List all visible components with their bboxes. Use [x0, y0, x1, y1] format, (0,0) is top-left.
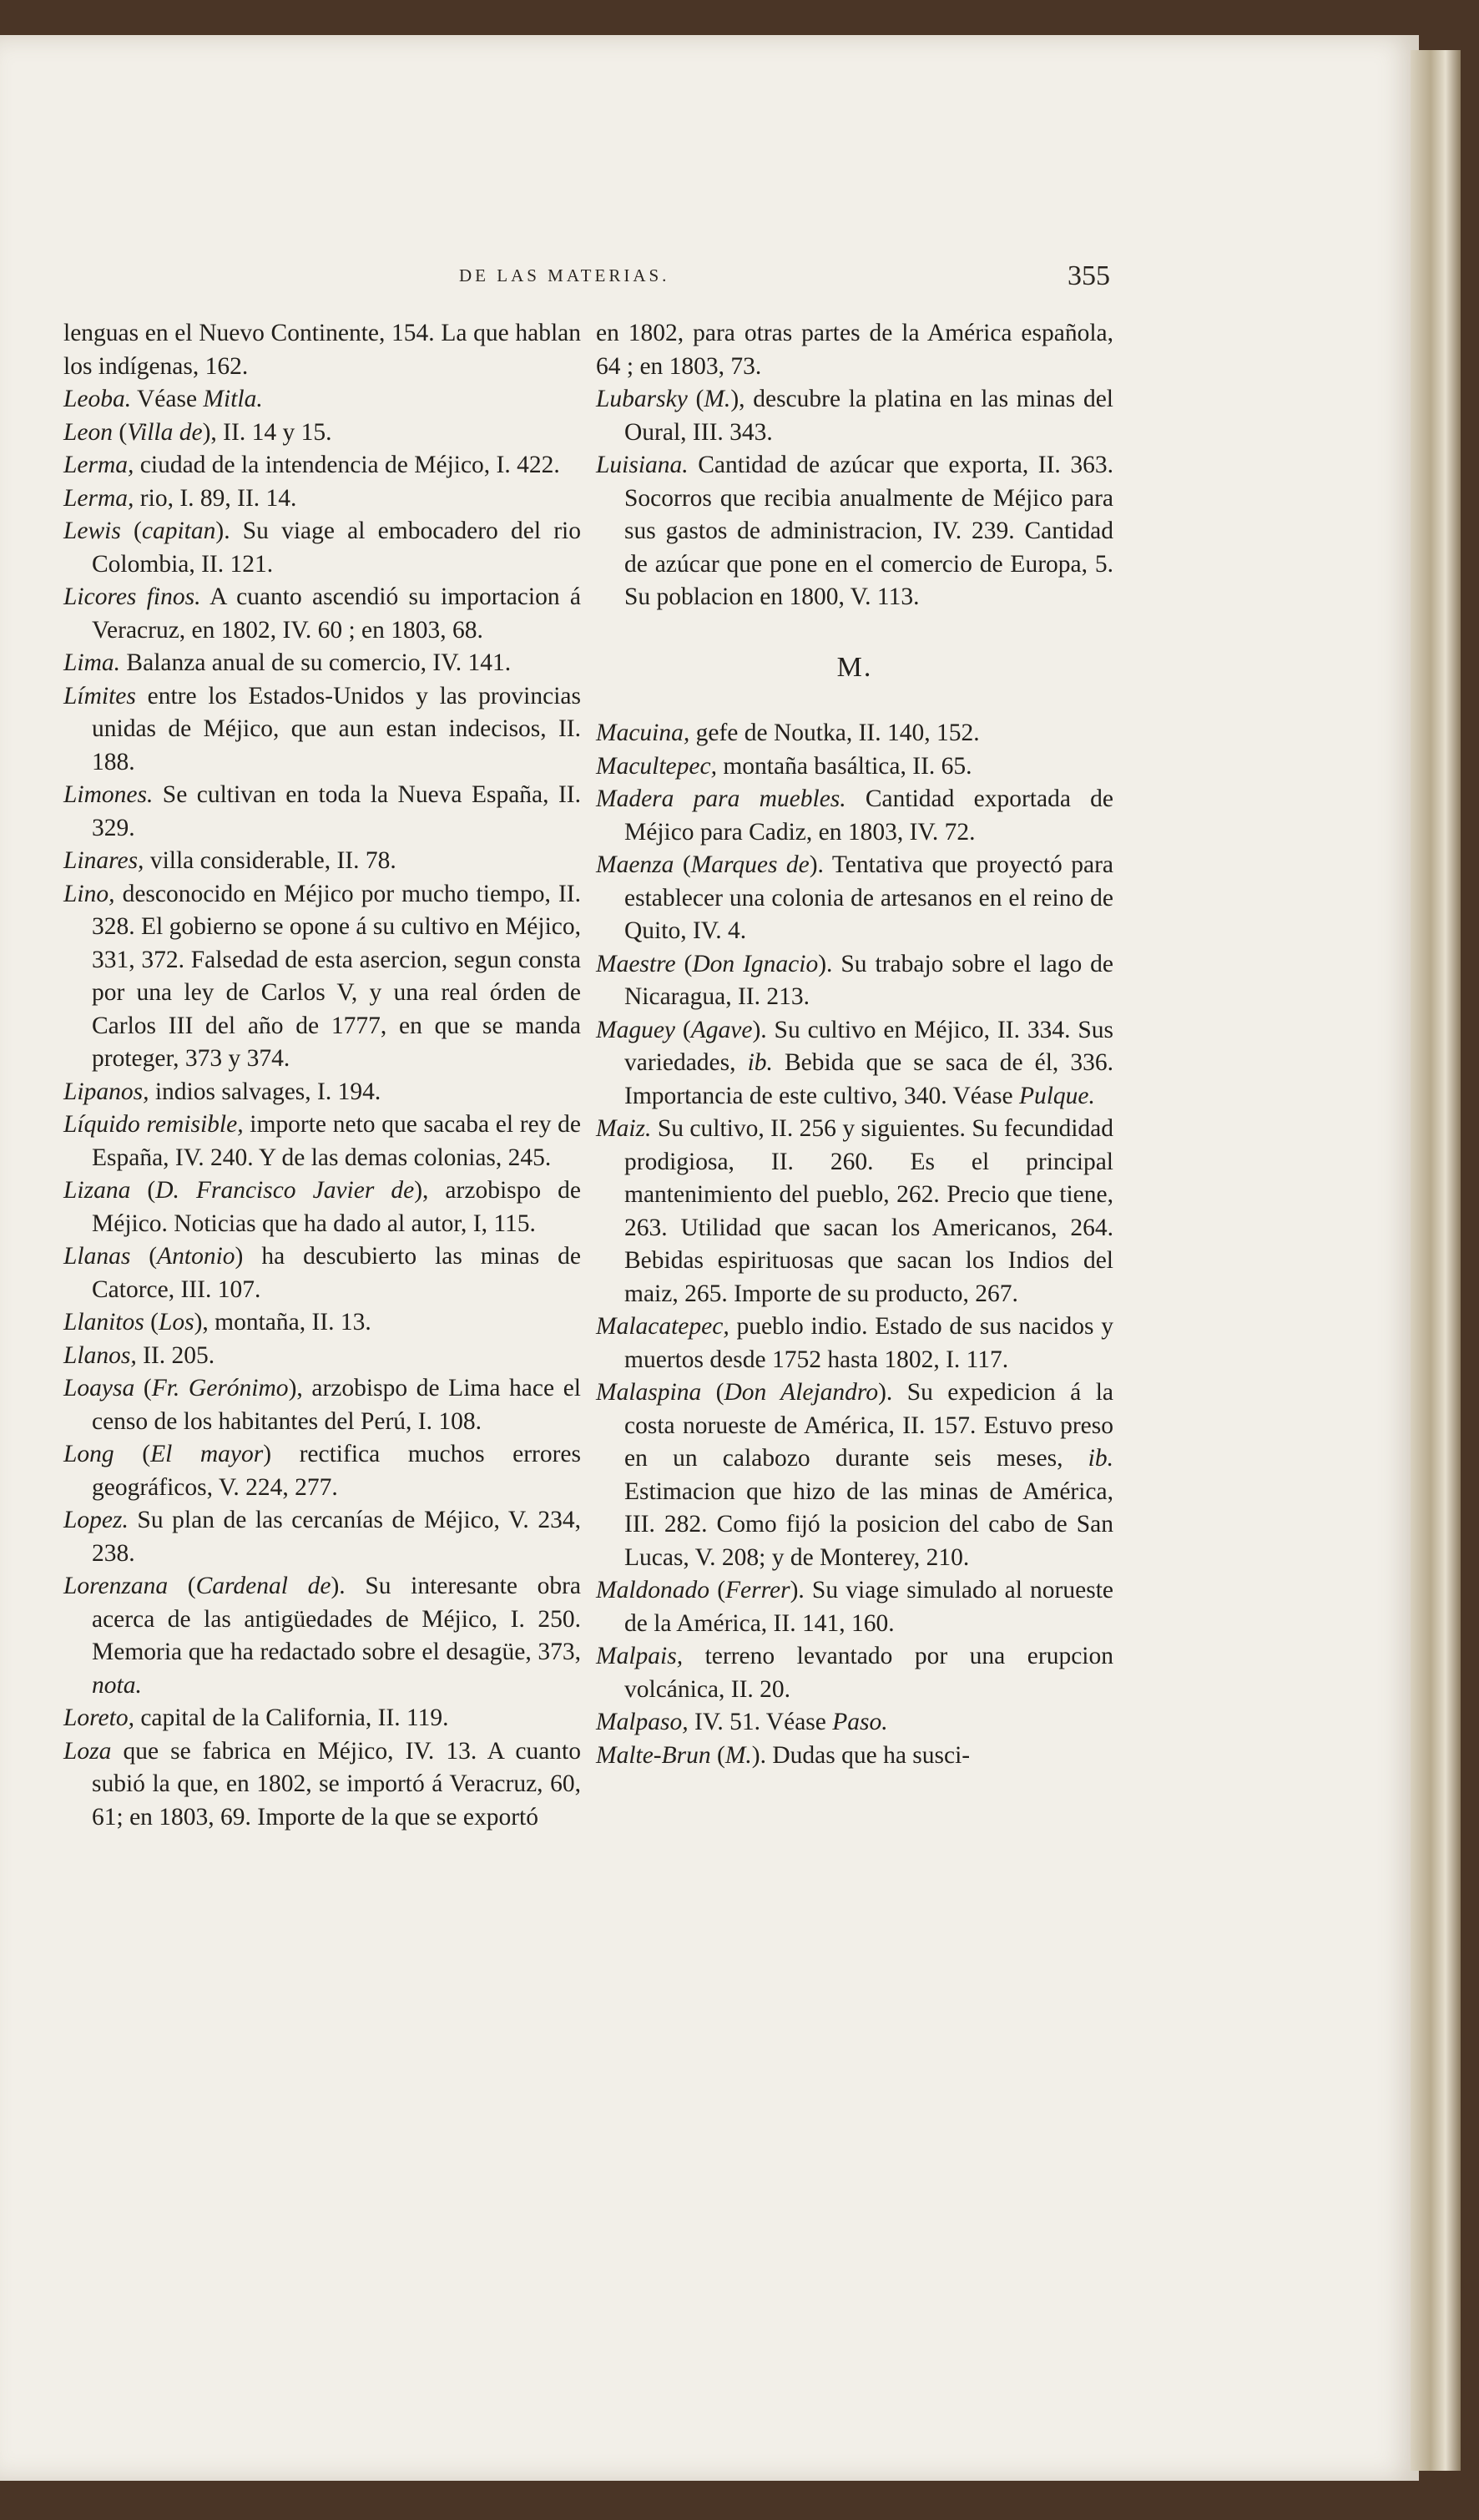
entry-italic: Villa de: [127, 418, 203, 446]
entry-italic: Cardenal de: [195, 1573, 331, 1599]
index-entry: [596, 1740, 1113, 1773]
index-entry: [63, 1735, 581, 1835]
entry-keyword: Malpaso,: [596, 1709, 689, 1735]
entry-text: ), arzobispo de Méjico. Noticias que ha dado al autor, I, 115.: [92, 1177, 582, 1237]
index-entry: [63, 383, 581, 417]
entry-keyword: Límites: [63, 682, 136, 710]
entry-text: Bebida que se saca de él, 336. Importancia de este cultivo, 340. Véase: [624, 1049, 1114, 1109]
entry-text: (: [701, 1379, 724, 1406]
entry-keyword: Malte-Brun: [596, 1741, 711, 1769]
entry-italic: Fr. Gerónimo: [151, 1375, 289, 1401]
running-head-title: DE LAS MATERIAS.: [459, 265, 670, 285]
entry-italic: M.: [704, 386, 731, 412]
entry-keyword: Leon: [63, 418, 113, 446]
entry-text: ). Su interesante obra acerca de las antigüedades de Méjico, I. 250. Memoria que ha redactado sobre el desagüe, 373,: [92, 1573, 581, 1665]
entry-text: (: [114, 1441, 151, 1467]
entry-keyword: Maguey: [596, 1016, 676, 1043]
entry-keyword: Lubarsky: [596, 386, 688, 412]
right-column: [596, 317, 1113, 1772]
entry-keyword: Macuina,: [596, 720, 690, 746]
index-entry: [63, 317, 581, 383]
entry-text: entre los Estados-Unidos y las provincias unidas de Méjico, que aun estan indecisos, II. 188.: [92, 682, 581, 775]
entry-keyword: Lorenzana: [63, 1573, 169, 1599]
index-entry: [63, 1076, 581, 1109]
entry-text: villa considerable, II. 78.: [144, 847, 396, 874]
index-entry: [63, 482, 581, 516]
entry-text: ), montaña, II. 13.: [194, 1309, 371, 1336]
entry-keyword: Linares,: [63, 847, 144, 874]
entry-italic: M.: [724, 1741, 752, 1769]
index-entry: [63, 1702, 581, 1735]
entry-italic: Los: [158, 1309, 194, 1336]
index-entry: [596, 750, 1113, 784]
entry-keyword: Maiz.: [596, 1115, 652, 1142]
index-entry: [596, 1574, 1113, 1640]
entry-text: importe neto que sacaba el rey de España, IV. 240. Y de las demas colonias, 245.: [92, 1111, 582, 1171]
index-entry: [63, 647, 581, 680]
entry-keyword: Llanas: [63, 1243, 131, 1270]
entry-keyword: Líquido remisible,: [63, 1111, 244, 1138]
entry-keyword: Maldonado: [596, 1577, 710, 1603]
entry-text: A cuanto ascendió su importacion á Veracruz, en 1802, IV. 60 ; en 1803, 68.: [92, 583, 581, 644]
entry-keyword: Lopez.: [63, 1507, 129, 1533]
entry-italic: ib.: [1088, 1445, 1113, 1472]
entry-text: ). Su viage simulado al norueste de la América, II. 141, 160.: [624, 1577, 1113, 1637]
index-entry: [596, 1376, 1113, 1574]
index-entry: [63, 1108, 581, 1174]
index-entry: [63, 1504, 581, 1570]
entry-text: IV. 51. Véase: [688, 1709, 833, 1735]
entry-keyword: Licores finos.: [63, 583, 201, 610]
left-column: [63, 317, 581, 1834]
entry-text: pueblo indio. Estado de sus nacidos y muertos desde 1752 hasta 1802, I. 117.: [624, 1313, 1113, 1373]
entry-keyword: Lewis: [63, 518, 121, 544]
index-entry: [63, 1240, 581, 1306]
entry-text: ), arzobispo de Lima hace el censo de los habitantes del Perú, I. 108.: [92, 1375, 582, 1435]
index-entry: [596, 449, 1113, 614]
entry-text: (: [134, 1375, 152, 1401]
entry-italic: Paso.: [832, 1709, 888, 1735]
entry-italic: Ferrer: [725, 1577, 790, 1603]
entry-italic: ib.: [747, 1049, 773, 1076]
entry-keyword: Leoba.: [63, 386, 132, 412]
entry-text: (: [130, 1243, 158, 1270]
entry-text: ). Dudas que ha susci-: [751, 1741, 971, 1769]
entry-text: que se fabrica en Méjico, IV. 13. A cuanto subió la que, en 1802, se importó á Veracruz, 60, 61; en 1803, 69. Importe de la que se exportó: [92, 1737, 581, 1831]
entry-text: ). Su viage al embocadero del rio Colombia, II. 121.: [92, 518, 581, 578]
entry-keyword: Lima.: [63, 649, 121, 676]
entry-text: Véase: [131, 386, 204, 412]
entry-italic: D. Francisco Javier de: [155, 1177, 415, 1204]
entry-text: ) ha descubierto las minas de Catorce, III. 107.: [92, 1243, 581, 1303]
entry-keyword: Malpais,: [596, 1643, 684, 1669]
entry-keyword: Lino,: [63, 880, 115, 907]
entry-text: Se cultivan en toda la Nueva España, II. 329.: [92, 781, 581, 841]
index-entry: [596, 1311, 1113, 1376]
section-letter-heading: M.: [836, 651, 873, 683]
entry-keyword: Malaspina: [596, 1379, 702, 1406]
entry-text: gefe de Noutka, II. 140, 152.: [689, 720, 980, 746]
entry-text: Balanza anual de su comercio, IV. 141.: [120, 649, 512, 676]
index-entry: [63, 581, 581, 647]
entry-keyword: Madera para muebles.: [596, 785, 846, 812]
index-entry: [63, 515, 581, 581]
index-entry: [63, 680, 581, 780]
entry-keyword: Llanos,: [63, 1341, 137, 1369]
entry-text: en 1802, para otras partes de la América española, 64 ; en 1803, 73.: [596, 320, 1113, 380]
entry-text: ), II. 14 y 15.: [202, 418, 332, 446]
index-entry: [63, 449, 581, 482]
index-entry: [63, 1372, 581, 1438]
index-entry: [596, 1640, 1113, 1706]
entry-keyword: Luisiana.: [596, 452, 689, 478]
index-entry: [63, 779, 581, 845]
index-entry: [63, 1340, 581, 1373]
entry-text: (: [710, 1741, 725, 1769]
index-entry: [596, 783, 1113, 849]
entry-text: capital de la California, II. 119.: [134, 1704, 449, 1731]
page-number: 355: [1068, 260, 1110, 291]
entry-text: terreno levantado por una erupcion volcánica, II. 20.: [624, 1643, 1113, 1703]
entry-text: rio, I. 89, II. 14.: [134, 484, 297, 512]
entry-italic: Pulque.: [1018, 1082, 1095, 1109]
index-entry: [63, 1306, 581, 1340]
index-entry: [596, 948, 1113, 1014]
page-edge: [1411, 50, 1461, 2471]
index-entry: [63, 878, 581, 1076]
entry-keyword: Malacatepec,: [596, 1313, 729, 1340]
entry-keyword: Maenza: [596, 851, 674, 878]
entry-italic: Agave: [690, 1016, 753, 1043]
index-entry: [63, 1174, 581, 1240]
entry-keyword: Long: [63, 1441, 114, 1467]
entry-text: ) rectifica muchos errores geográficos, V. 224, 277.: [92, 1441, 581, 1501]
entry-text: (: [675, 950, 693, 977]
index-entry: [63, 417, 581, 450]
index-entry: [63, 845, 581, 878]
entry-text: montaña basáltica, II. 65.: [716, 752, 972, 780]
entry-text: Estimacion que hizo de las minas de América, III. 282. Como fijó la posicion del cabo de San Lucas, V. 208; y de Monterey, 210.: [624, 1477, 1113, 1571]
index-entry: [596, 1706, 1113, 1740]
entry-text: (: [709, 1577, 726, 1603]
entry-text: ). Su cultivo en Méjico, II. 334. Sus variedades,: [624, 1016, 1113, 1076]
entry-keyword: Limones.: [63, 781, 154, 808]
entry-text: II. 205.: [136, 1341, 215, 1369]
entry-italic: El mayor: [150, 1441, 264, 1467]
entry-text: (: [674, 851, 691, 878]
index-entry: [596, 1014, 1113, 1114]
index-entry: [596, 317, 1113, 383]
entry-keyword: Llanitos: [63, 1309, 144, 1336]
entry-text: Cantidad de azúcar que exporta, II. 363. Socorros que recibia anualmente de Méjico para sus gastos de administracion, IV. 239. Cantidad de azúcar que pone en el comercio de Europa, 5. Su poblacion en 1800, V. 113.: [624, 452, 1113, 610]
entry-italic: nota.: [92, 1671, 142, 1699]
entry-keyword: Lerma,: [63, 484, 134, 512]
entry-italic: Don Ignacio: [692, 950, 819, 977]
entry-text: (: [130, 1177, 156, 1204]
entry-text: (: [120, 518, 142, 544]
index-entry: [596, 383, 1113, 449]
entry-keyword: Loza: [63, 1737, 112, 1765]
entry-text: ). Su trabajo sobre el lago de Nicaragua, II. 213.: [624, 950, 1114, 1010]
entry-text: Su plan de las cercanías de Méjico, V. 234, 238.: [92, 1507, 581, 1567]
entry-italic: capitan: [141, 518, 216, 544]
entry-keyword: Loreto,: [63, 1704, 134, 1731]
entry-keyword: Maestre: [596, 950, 676, 977]
entry-text: (: [687, 386, 704, 412]
entry-text: ). Su expedicion á la costa norueste de América, II. 157. Estuvo preso en un calabozo durante seis meses,: [624, 1379, 1113, 1472]
entry-text: ciudad de la intendencia de Méjico, I. 422.: [134, 452, 560, 478]
entry-text: (: [675, 1016, 691, 1043]
entry-keyword: Lizana: [63, 1177, 131, 1204]
index-entry: [63, 1570, 581, 1702]
entry-text: lenguas en el Nuevo Continente, 154. La que hablan los indígenas, 162.: [63, 320, 581, 380]
entry-text: (: [113, 418, 128, 446]
entry-text: indios salvages, I. 194.: [149, 1078, 381, 1105]
entry-italic: Antonio: [157, 1243, 235, 1270]
entry-text: Cantidad exportada de Méjico para Cadiz, en 1803, IV. 72.: [624, 785, 1113, 846]
index-entry: [596, 1113, 1113, 1311]
entry-text: (: [144, 1309, 159, 1336]
running-head: [459, 260, 1110, 294]
entry-text: ), descubre la platina en las minas del Oural, III. 343.: [624, 386, 1114, 446]
entry-keyword: Loaysa: [63, 1375, 135, 1401]
entry-keyword: Macultepec,: [596, 752, 717, 780]
index-entry: [596, 849, 1113, 948]
entry-italic: Mitla.: [203, 386, 263, 412]
entry-text: Su cultivo, II. 256 y siguientes. Su fecundidad prodigiosa, II. 260. Es el principal mantenimiento del pueblo, 262. Precio que tiene, 263. Utilidad que sacan los Americanos, 264. Bebidas espirituosas que sacan los Indios del maiz, 265. Importe de su producto, 267.: [624, 1115, 1113, 1307]
entry-text: (: [168, 1573, 196, 1599]
entry-text: ). Tentativa que proyectó para establecer una colonia de artesanos en el reino de Quito, IV. 4.: [624, 851, 1113, 944]
entry-text: desconocido en Méjico por mucho tiempo, II. 328. El gobierno se opone á su cultivo en Méjico, 331, 372. Falsedad de esta asercion, segun consta por una ley de Carlos V, y una real órden de Carlos III del año de 1777, en que se manda proteger, 373 y 374.: [92, 880, 581, 1072]
index-entry: [596, 717, 1113, 750]
entry-italic: Don Alejandro: [724, 1379, 879, 1406]
entry-italic: Marques de: [690, 851, 810, 878]
entry-keyword: Lerma,: [63, 452, 134, 478]
entry-keyword: Lipanos,: [63, 1078, 149, 1105]
index-entry: [63, 1438, 581, 1504]
